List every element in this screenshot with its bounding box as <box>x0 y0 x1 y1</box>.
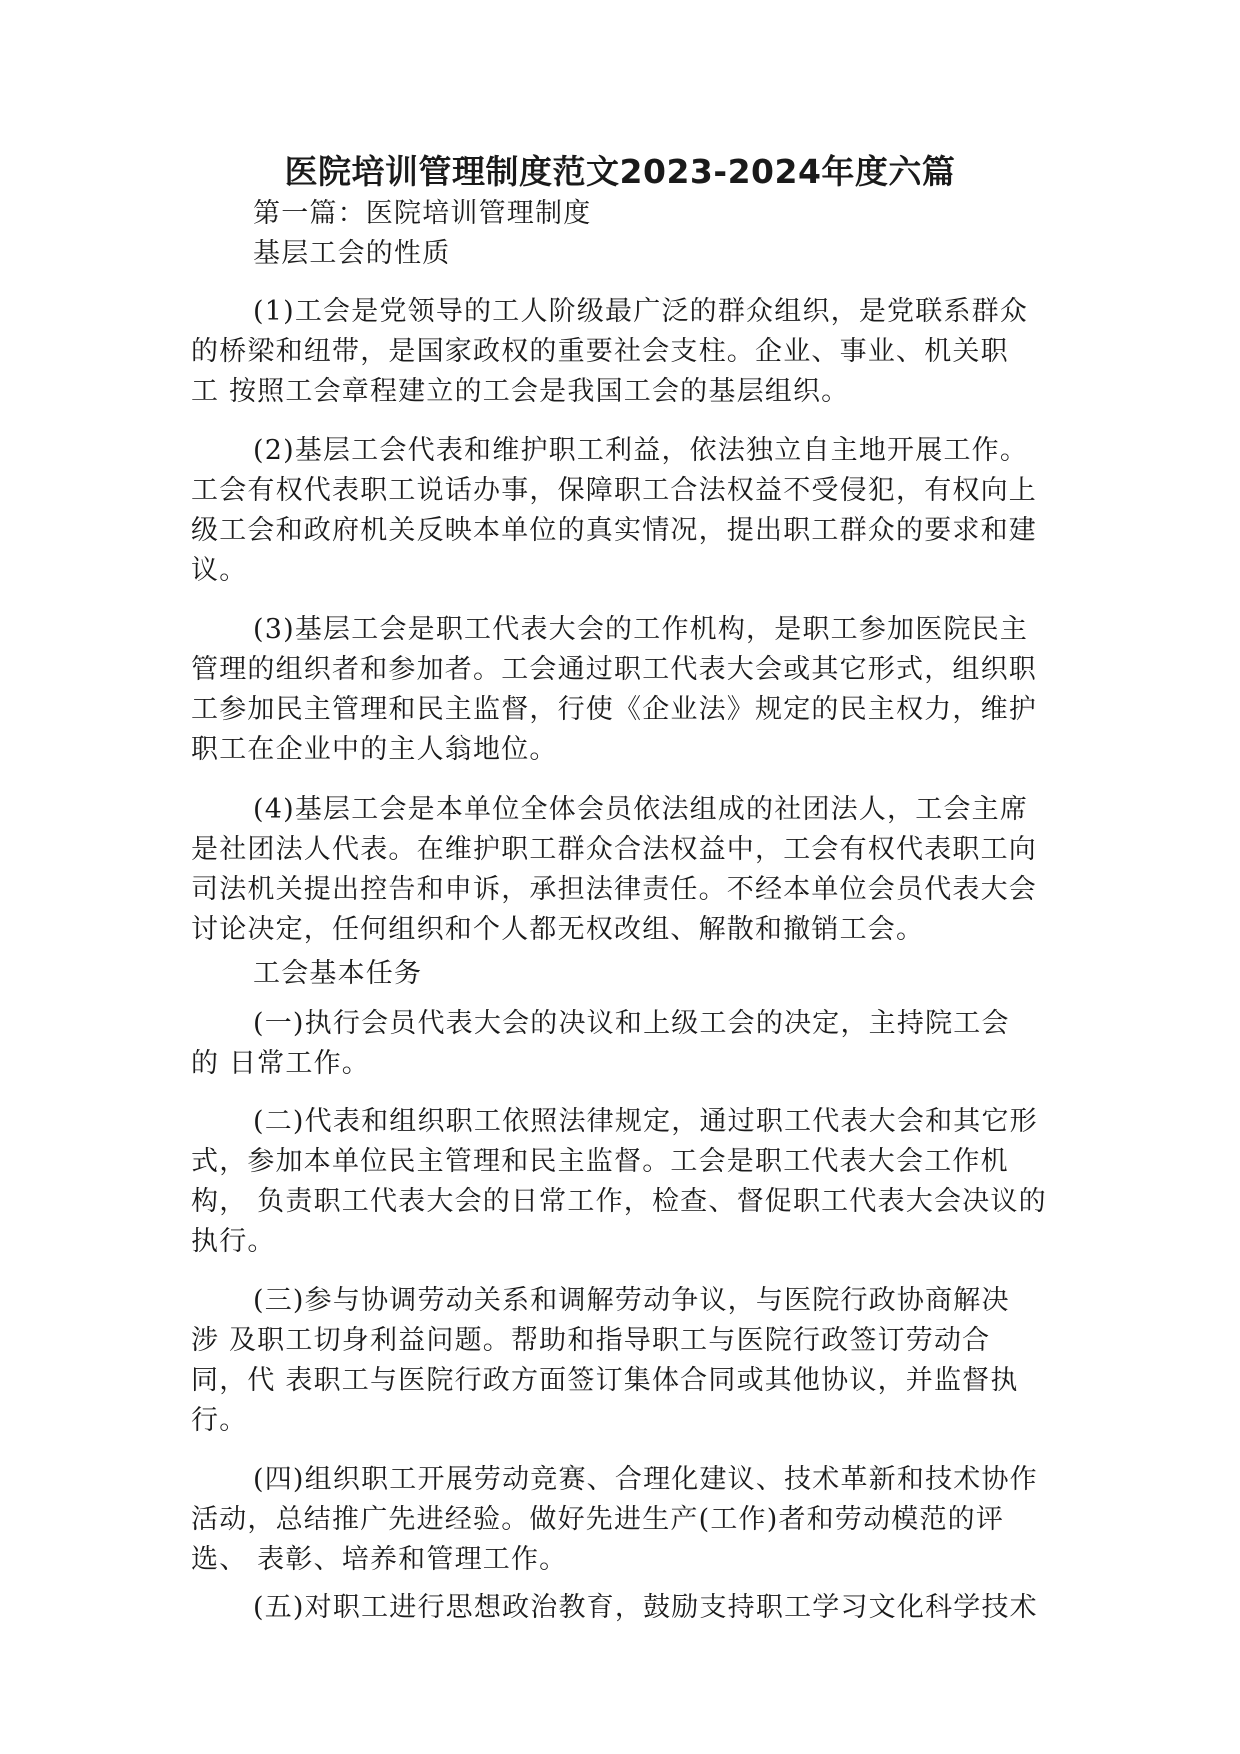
paragraph-line: 同，代 表职工与医院行政方面签订集体合同或其他协议，并监督执 <box>191 1365 1019 1396</box>
paragraph-line: (四)组织职工开展劳动竞赛、合理化建议、技术革新和技术协作 <box>253 1464 1038 1495</box>
paragraph-line: 职工在企业中的主人翁地位。 <box>191 734 558 765</box>
paragraph-line: 涉 及职工切身利益问题。帮助和指导职工与医院行政签订劳动合 <box>191 1325 991 1356</box>
paragraph-line: 是社团法人代表。在维护职工群众合法权益中，工会有权代表职工向 <box>191 834 1037 865</box>
paragraph-line: 司法机关提出控告和申诉，承担法律责任。不经本单位会员代表大会 <box>191 874 1037 905</box>
paragraph-line: 议。 <box>191 555 248 586</box>
paragraph-line: 执行。 <box>191 1226 276 1257</box>
paragraph-line: (3)基层工会是职工代表大会的工作机构，是职工参加医院民主 <box>253 614 1029 645</box>
document-title: 医院培训管理制度范文2023-2024年度六篇 <box>284 152 956 191</box>
subsection-heading: 基层工会的性质 <box>253 238 451 269</box>
paragraph-line: 活动，总结推广先进经验。做好先进生产(工作)者和劳动模范的评 <box>191 1504 1005 1535</box>
paragraph-line: 讨论决定，任何组织和个人都无权改组、解散和撤销工会。 <box>191 914 925 945</box>
paragraph-line: 选、 表彰、培养和管理工作。 <box>191 1544 568 1575</box>
paragraph-line: 工会有权代表职工说话办事，保障职工合法权益不受侵犯，有权向上 <box>191 475 1037 506</box>
paragraph-line: 管理的组织者和参加者。工会通过职工代表大会或其它形式，组织职 <box>191 654 1037 685</box>
paragraph-line: 构， 负责职工代表大会的日常工作，检查、督促职工代表大会决议的 <box>191 1186 1047 1217</box>
paragraph-line: 的 日常工作。 <box>191 1048 370 1079</box>
paragraph-line: 工 按照工会章程建立的工会是我国工会的基层组织。 <box>191 376 850 407</box>
paragraph-line: (三)参与协调劳动关系和调解劳动争议，与医院行政协商解决 <box>253 1285 1010 1316</box>
paragraph-line: (五)对职工进行思想政治教育，鼓励支持职工学习文化科学技术 <box>253 1592 1038 1623</box>
paragraph-line: 行。 <box>191 1405 248 1436</box>
paragraph-line: 工参加民主管理和民主监督，行使《企业法》规定的民主权力，维护 <box>191 694 1037 725</box>
section-heading: 第一篇：医院培训管理制度 <box>253 198 592 229</box>
paragraph-line: (4)基层工会是本单位全体会员依法组成的社团法人，工会主席 <box>253 794 1029 825</box>
paragraph-line: (1)工会是党领导的工人阶级最广泛的群众组织，是党联系群众 <box>253 296 1029 327</box>
paragraph-line: 式，参加本单位民主管理和民主监督。工会是职工代表大会工作机 <box>191 1146 1009 1177</box>
paragraph-line: 级工会和政府机关反映本单位的真实情况，提出职工群众的要求和建 <box>191 515 1037 546</box>
paragraph-line: (2)基层工会代表和维护职工利益，依法独立自主地开展工作。 <box>253 435 1029 466</box>
subsection-heading: 工会基本任务 <box>253 958 423 989</box>
paragraph-line: (二)代表和组织职工依照法律规定，通过职工代表大会和其它形 <box>253 1106 1038 1137</box>
paragraph-line: 的桥梁和纽带，是国家政权的重要社会支柱。企业、事业、机关职 <box>191 336 1009 367</box>
paragraph-line: (一)执行会员代表大会的决议和上级工会的决定，主持院工会 <box>253 1008 1010 1039</box>
